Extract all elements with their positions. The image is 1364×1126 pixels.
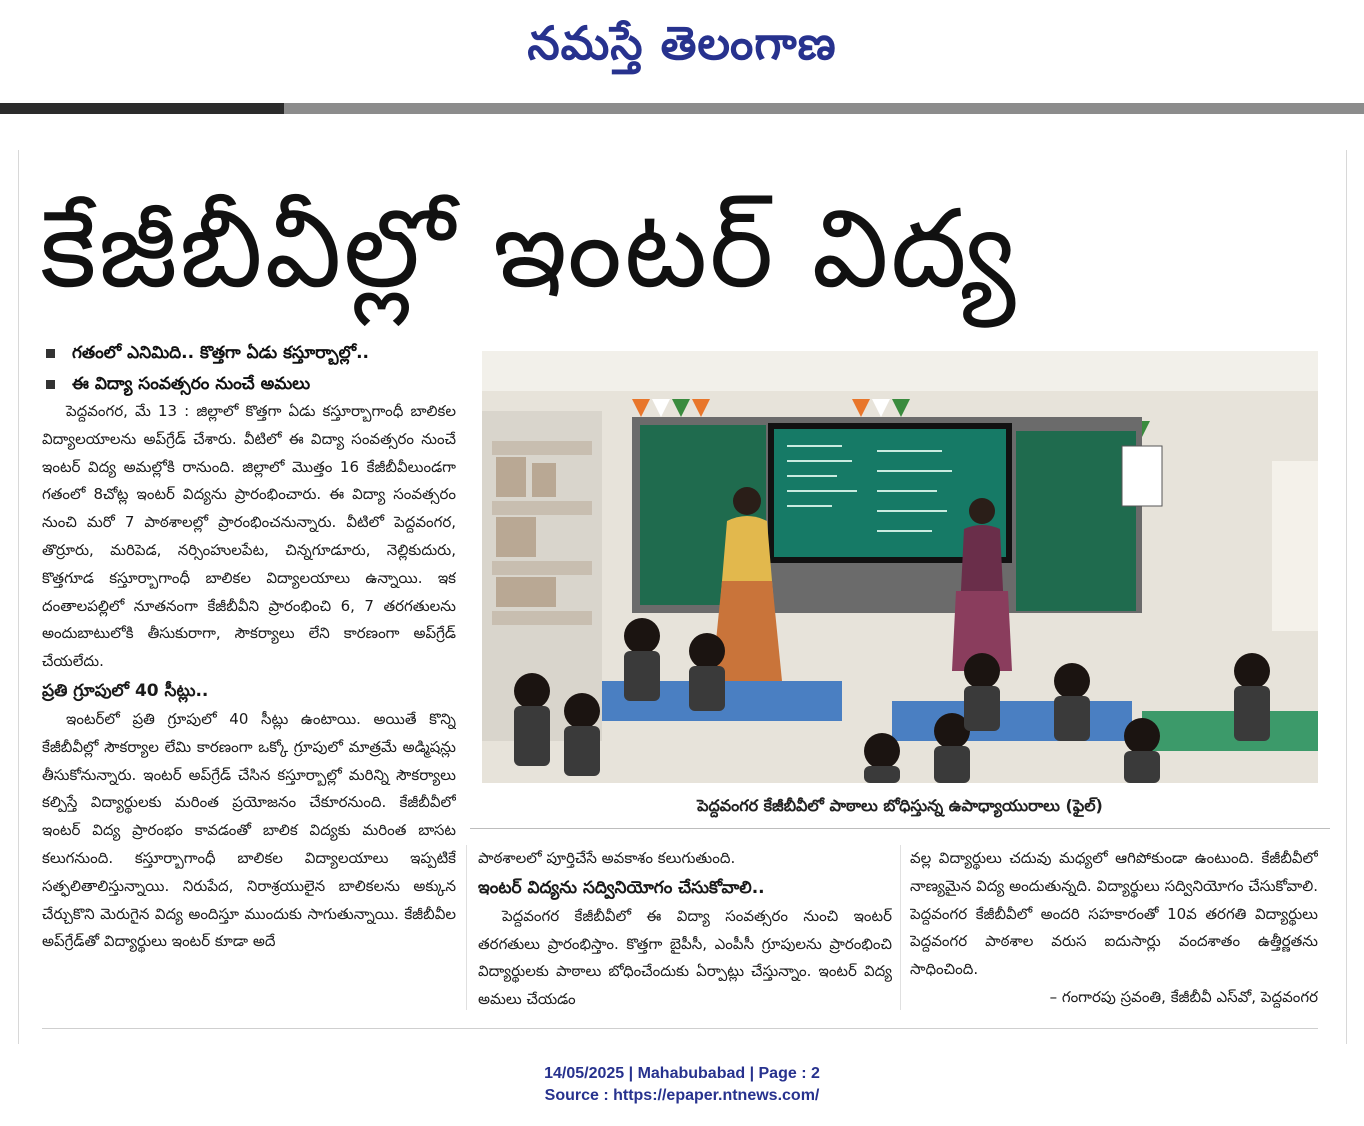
body-paragraph: పెద్దవంగర కేజీబీవీలో ఈ విద్యా సంవత్సరం నుంచి ఇంటర్ తరగతులు ప్రారంభిస్తాం. కొత్తగా బైపీసీ, ఎంపీసీ గ్రూపులను ప్రారంభించి విద్యార్థులకు పాఠాలు బోధించేందుకు ఏర్పాట్లు చేస్తున్నాం. ఇంటర్ విద్య అమలు చేయడం [478,906,892,1009]
source-link[interactable]: Source : https://epaper.ntnews.com/ [544,1087,820,1104]
section-subhead: ఇంటర్ విద్యను సద్వినియోగం చేసుకోవాలి.. [478,877,765,898]
article-column-3 [910,845,1318,1015]
classroom-photo [482,351,1318,783]
body-paragraph: పెద్దవంగర, మే 13 : జిల్లాలో కొత్తగా ఏడు కస్తూర్బాగాంధీ బాలికల విద్యాలయాలను అప్‌గ్రేడ్ చేశారు. వీటిలో ఈ విద్యా సంవత్సరం నుంచే ఇంటర్ విద్య అమల్లోకి రానుంది. జిల్లాలో మొత్తం 16 కేజీబీవీలుండగా గతంలో 8చోట్ల ఇంటర్ విద్యను ప్రారంభించారు. ఈ విద్యా సంవత్సరం నుంచి మరో 7 పాఠశాలల్లో ప్రారంభించనున్నారు. వీటిలో పెద్దవంగర, తొర్రూరు, మరిపెడ, నర్సింహులపేట, చిన్నగూడూరు, నెల్లికుదురు, కొత్తగూడ కస్తూర్బాగాంధీ బాలికల విద్యాలయాలు ఉన్నాయి. ఇక దంతాలపల్లిలో నూతనంగా కేజీబీవీని ప్రారంభించి 6, 7 తరగతులను అందుబాటులోకి తీసుకురాగా, సౌకర్యాలు లేని కారణంగా అప్‌గ్రేడ్ చేయలేదు. [42,402,456,671]
highlight-bullet [42,369,462,400]
bullet-text: ఈ విద్యా సంవత్సరం నుంచే అమలు [72,374,311,394]
column-divider [466,845,467,1010]
article-column-1 [42,398,456,1010]
classroom-illustration [482,351,1318,783]
edition-info: 14/05/2025 | Mahabubabad | Page : 2 [544,1065,820,1082]
article-column-2 [478,845,892,1015]
quote-attribution: – గంగారపు స్రవంతి, కేజీబీవీ ఎస్‌వో, పెద్దవంగర [1049,987,1318,1006]
caption-divider [470,828,1330,829]
bullet-square-icon [46,349,55,358]
article-headline: కేజీబీవీల్లో ఇంటర్ విద్య [40,187,1018,312]
body-paragraph: వల్ల విద్యార్థులు చదువు మధ్యలో ఆగిపోకుండా ఉంటుంది. కేజీబీవీలో నాణ్యమైన విద్య అందుతున్నది. విద్యార్థులు సద్వినియోగం చేసుకోవాలి. పెద్దవంగర కేజీబీవీలో అందరి సహకారంతో 10వ తరగతి విద్యార్థులు పెద్దవంగర పాఠశాల వరుస ఐదుసార్లు వందశాతం ఉత్తీర్ణతను సాధించింది. [910,849,1318,979]
newspaper-masthead: నమస్తే తెలంగాణ [527,16,837,70]
body-paragraph: పాఠశాలలో పూర్తిచేసే అవకాశం కలుగుతుంది. [478,849,736,867]
bullet-text: గతంలో ఎనిమిది.. కొత్తగా ఏడు కస్తూర్బాల్లో.. [72,343,369,363]
masthead-rule-grey [284,103,1364,114]
clipping-footer [0,1063,1364,1107]
body-paragraph: ఇంటర్‌లో ప్రతి గ్రూపులో 40 సీట్లు ఉంటాయి. అయితే కొన్ని కేజీబీవీల్లో సౌకర్యాల లేమి కారణంగా ఒక్కో గ్రూపులో మాత్రమే అడ్మిషన్లు తీసుకోనున్నారు. ఇంటర్ అప్‌గ్రేడ్ చేసిన కస్తూర్బాల్లో మరిన్ని సౌకర్యాలు కల్పిస్తే విద్యార్థులకు మరింత ప్రయోజనం చేకూరనుంది. కేజీబీవీలో ఇంటర్ విద్య ప్రారంభం కావడంతో బాలిక విద్యకు మరింత బాసట కలుగనుంది. కస్తూర్బాగాంధీ బాలికల విద్యాలయాలు ఇప్పటికే సత్ఫలితాలిస్తున్నాయి. నిరుపేద, నిరాశ్రయులైన బాలికలను అక్కున చేర్చుకొని మెరుగైన విద్య అందిస్తూ ముందుకు సాగుతున్నాయి. కేజీబీవీల అప్‌గ్రేడ్‌తో విద్యార్థులు ఇంటర్ కూడా అదే [42,709,456,951]
highlight-bullet [42,338,462,369]
clipping-border-right [1346,150,1347,1044]
bullet-square-icon [46,380,55,389]
masthead-rule-dark [0,103,284,114]
section-subhead: ప్రతి గ్రూపులో 40 సీట్లు.. [42,680,209,701]
clipping-border-left [18,150,19,1044]
highlight-bullets [42,338,462,400]
column-divider [900,845,901,1010]
article-bottom-rule [42,1028,1318,1029]
photo-caption: పెద్దవంగర కేజీబీవీలో పాఠాలు బోధిస్తున్న ఉపాధ్యాయురాలు (ఫైల్) [697,796,1103,815]
